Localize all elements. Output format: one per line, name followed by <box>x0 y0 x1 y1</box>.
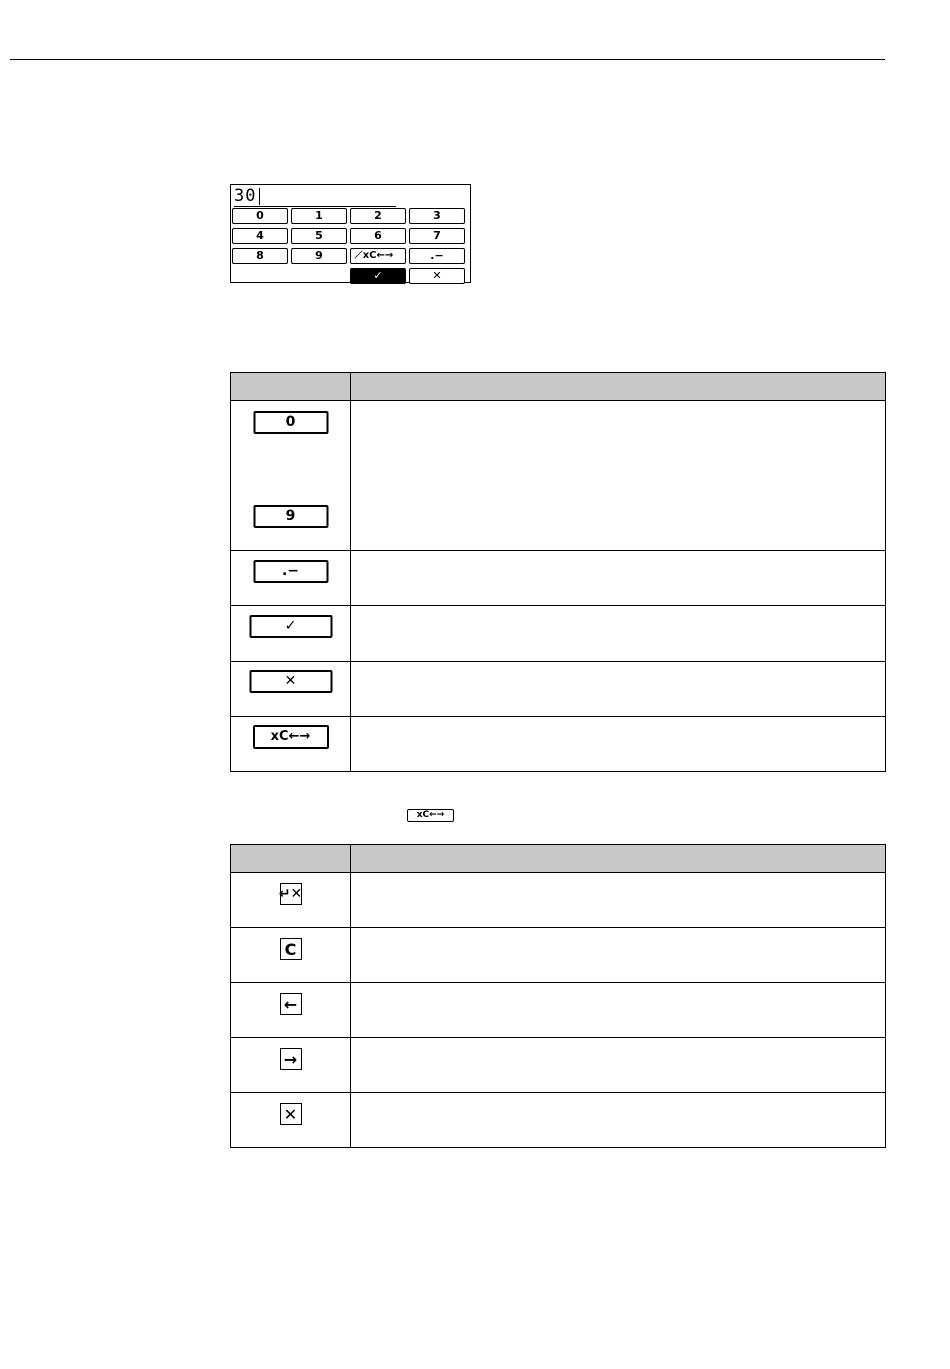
key-0[interactable]: 0 <box>232 208 288 224</box>
entry-value: 30 <box>234 186 257 206</box>
table-header-row <box>231 373 886 401</box>
key-2[interactable]: 2 <box>350 208 406 224</box>
symbol-cell <box>231 1093 351 1148</box>
key-6[interactable]: 6 <box>350 228 406 244</box>
enter-delete-icon: ↵✕ <box>280 883 302 905</box>
key-5[interactable]: 5 <box>291 228 347 244</box>
description-cell <box>351 401 886 551</box>
table-row <box>231 873 886 928</box>
key-1[interactable]: 1 <box>291 208 347 224</box>
symbol-cell <box>231 1038 351 1093</box>
arrow-left-icon: ← <box>280 993 302 1015</box>
key-edit-mode[interactable]: ̸xC←→ <box>350 248 406 264</box>
symbol-cell <box>231 717 351 772</box>
entry-underline <box>234 206 396 207</box>
arrow-right-icon: → <box>280 1048 302 1070</box>
decimal-sign-button-icon: .− <box>253 560 328 583</box>
description-cell <box>351 717 886 772</box>
description-cell <box>351 1093 886 1148</box>
symbol-cell <box>231 983 351 1038</box>
key-9[interactable]: 9 <box>291 248 347 264</box>
table-header-meaning <box>351 845 886 873</box>
table-row <box>231 1038 886 1093</box>
description-cell <box>351 662 886 717</box>
clear-icon: C <box>280 938 302 960</box>
description-cell <box>351 983 886 1038</box>
entry-field[interactable] <box>234 187 396 206</box>
table-row <box>231 1093 886 1148</box>
edit-mode-inline-icon: xC←→ <box>407 809 454 822</box>
description-cell <box>351 606 886 662</box>
symbol-cell <box>231 662 351 717</box>
symbol-cell <box>231 606 351 662</box>
key-cancel[interactable]: ✕ <box>409 268 465 284</box>
table-header-row <box>231 845 886 873</box>
key-8[interactable]: 8 <box>232 248 288 264</box>
key-4[interactable]: 4 <box>232 228 288 244</box>
table-header-symbol <box>231 845 351 873</box>
table-row <box>231 662 886 717</box>
key-7[interactable]: 7 <box>409 228 465 244</box>
symbol-cell <box>231 401 351 551</box>
table-row <box>231 606 886 662</box>
key-decimal-sign[interactable]: .− <box>409 248 465 264</box>
numeric-keypad-screen <box>230 184 471 283</box>
edit-functions-table <box>230 844 886 1148</box>
digit-9-button-icon: 9 <box>253 505 328 528</box>
table-row <box>231 928 886 983</box>
description-cell <box>351 873 886 928</box>
symbol-cell <box>231 551 351 606</box>
table-row <box>231 983 886 1038</box>
text-cursor <box>259 188 260 205</box>
table-row <box>231 401 886 551</box>
key-confirm[interactable]: ✓ <box>350 268 406 284</box>
digit-0-button-icon: 0 <box>253 411 328 434</box>
table-header-meaning <box>351 373 886 401</box>
table-header-symbol <box>231 373 351 401</box>
close-icon: ✕ <box>280 1103 302 1125</box>
table-row <box>231 717 886 772</box>
symbol-cell <box>231 873 351 928</box>
description-cell <box>351 928 886 983</box>
description-cell <box>351 551 886 606</box>
edit-mode-button-icon: xC←→ <box>253 725 329 749</box>
symbol-cell <box>231 928 351 983</box>
page-header-rule <box>10 59 885 60</box>
cancel-button-icon: ✕ <box>249 670 332 693</box>
check-button-icon: ✓ <box>249 615 332 638</box>
keypad-buttons-table <box>230 372 886 772</box>
table-row <box>231 551 886 606</box>
description-cell <box>351 1038 886 1093</box>
key-3[interactable]: 3 <box>409 208 465 224</box>
